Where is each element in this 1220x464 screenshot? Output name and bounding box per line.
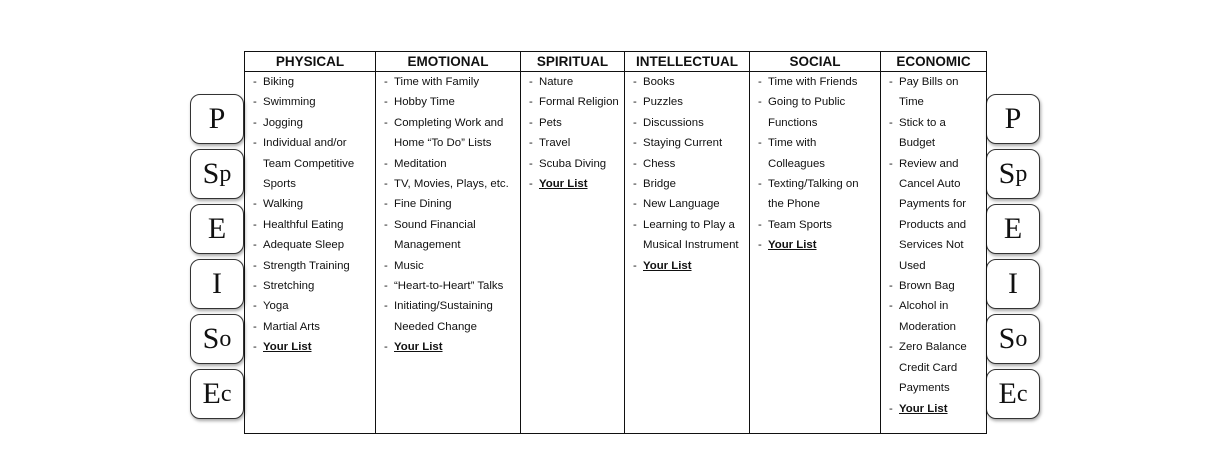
intellectual-list — [631, 72, 745, 276]
list-item: - Strength Training — [251, 256, 371, 276]
tab-economic-right: E c — [986, 369, 1040, 419]
column-intellectual — [625, 72, 750, 434]
list-item: - TV, Movies, Plays, etc. — [382, 174, 516, 194]
list-item: - Staying Current — [631, 133, 745, 153]
list-item: - Martial Arts — [251, 317, 371, 337]
list-item: - Going to Public Functions — [756, 92, 876, 133]
list-item: - Alcohol in Moderation — [887, 296, 982, 337]
content-row — [245, 72, 987, 434]
list-item: - Sound Financial Management — [382, 215, 516, 256]
list-item: - Puzzles — [631, 92, 745, 112]
tab-social-left: S o — [190, 314, 244, 364]
list-item: - Hobby Time — [382, 92, 516, 112]
list-item: - Fine Dining — [382, 194, 516, 214]
list-item: - Music — [382, 256, 516, 276]
social-list — [756, 72, 876, 256]
header-row — [245, 52, 987, 72]
list-item: - Nature — [527, 72, 620, 92]
tab-intellectual-right: I — [986, 259, 1040, 309]
column-header-emotional: EMOTIONAL — [376, 52, 521, 72]
your-list-item — [631, 256, 745, 276]
list-item: - Formal Religion — [527, 92, 620, 112]
right-tab-stack — [986, 94, 1040, 424]
your-list-label: Your List — [263, 341, 312, 354]
list-item: - Adequate Sleep — [251, 235, 371, 255]
list-item: - Time with Colleagues — [756, 133, 876, 174]
column-header-intellectual: INTELLECTUAL — [625, 52, 750, 72]
list-item: - Review and Cancel Auto Payments for Products and Services Not Used — [887, 154, 982, 276]
list-item: - Discussions — [631, 113, 745, 133]
emotional-list — [382, 72, 516, 358]
list-item: - Initiating/Sustaining Needed Change — [382, 296, 516, 337]
your-list-label: Your List — [643, 259, 692, 272]
tab-intellectual-left: I — [190, 259, 244, 309]
column-social — [750, 72, 881, 434]
list-item: - Swimming — [251, 92, 371, 112]
column-emotional — [376, 72, 521, 434]
list-item: - “Heart-to-Heart” Talks — [382, 276, 516, 296]
tab-economic-left: E c — [190, 369, 244, 419]
list-item: - New Language — [631, 194, 745, 214]
your-list-item — [527, 174, 620, 194]
tab-emotional-left: E — [190, 204, 244, 254]
your-list-item — [756, 235, 876, 255]
your-list-label: Your List — [394, 341, 443, 354]
list-item: - Bridge — [631, 174, 745, 194]
column-header-spiritual: SPIRITUAL — [521, 52, 625, 72]
wellness-activities-table — [244, 51, 987, 434]
list-item: - Individual and/or Team Competitive Sports — [251, 133, 371, 194]
column-header-physical: PHYSICAL — [245, 52, 376, 72]
tab-spiritual-left: S p — [190, 149, 244, 199]
left-tab-stack — [190, 94, 244, 424]
list-item: - Biking — [251, 72, 371, 92]
tab-physical-right: P — [986, 94, 1040, 144]
list-item: - Walking — [251, 194, 371, 214]
list-item: - Stick to a Budget — [887, 113, 982, 154]
list-item: - Time with Family — [382, 72, 516, 92]
list-item: - Healthful Eating — [251, 215, 371, 235]
list-item: - Jogging — [251, 113, 371, 133]
physical-list — [251, 72, 371, 358]
list-item: - Scuba Diving — [527, 154, 620, 174]
list-item: - Books — [631, 72, 745, 92]
your-list-label: Your List — [539, 178, 588, 191]
tab-physical-left: P — [190, 94, 244, 144]
list-item: - Team Sports — [756, 215, 876, 235]
list-item: - Pets — [527, 113, 620, 133]
your-list-item — [251, 337, 371, 357]
column-spiritual — [521, 72, 625, 434]
column-physical — [245, 72, 376, 434]
spiritual-list — [527, 72, 620, 194]
list-item: - Yoga — [251, 296, 371, 316]
list-item: - Travel — [527, 133, 620, 153]
your-list-label: Your List — [768, 239, 817, 252]
your-list-label: Your List — [899, 402, 948, 415]
list-item: - Stretching — [251, 276, 371, 296]
list-item: - Time with Friends — [756, 72, 876, 92]
list-item: - Texting/Talking on the Phone — [756, 174, 876, 215]
column-header-economic: ECONOMIC — [881, 52, 987, 72]
list-item: - Chess — [631, 154, 745, 174]
tab-social-right: S o — [986, 314, 1040, 364]
economic-list — [887, 72, 982, 419]
your-list-item — [382, 337, 516, 357]
your-list-item — [887, 399, 982, 419]
column-header-social: SOCIAL — [750, 52, 881, 72]
list-item: - Pay Bills on Time — [887, 72, 982, 113]
tab-emotional-right: E — [986, 204, 1040, 254]
list-item: - Meditation — [382, 154, 516, 174]
list-item: - Zero Balance Credit Card Payments — [887, 337, 982, 398]
list-item: - Brown Bag — [887, 276, 982, 296]
list-item: - Learning to Play a Musical Instrument — [631, 215, 745, 256]
column-economic — [881, 72, 987, 434]
tab-spiritual-right: S p — [986, 149, 1040, 199]
list-item: - Completing Work and Home “To Do” Lists — [382, 113, 516, 154]
